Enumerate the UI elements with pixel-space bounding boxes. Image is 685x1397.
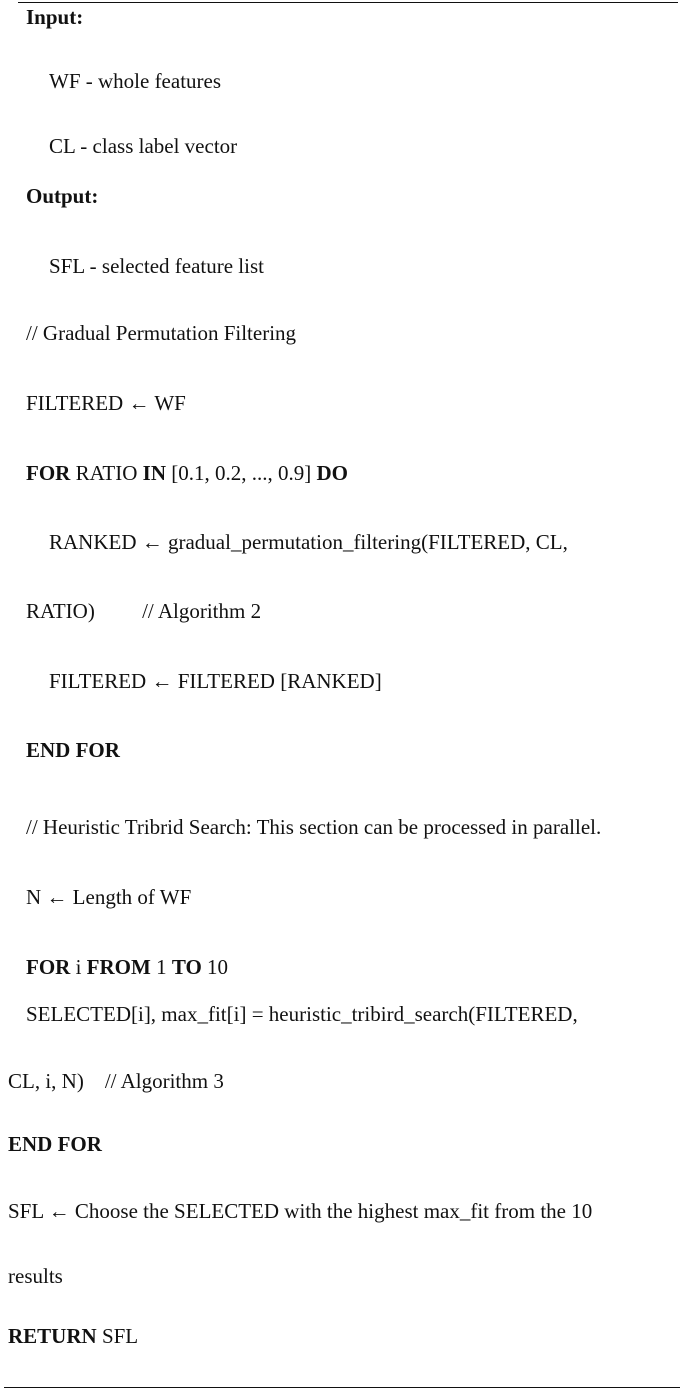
init-filtered: FILTERED ← WF: [26, 391, 186, 415]
return-value: SFL: [96, 1324, 139, 1348]
for-i-loop: [26, 957, 228, 978]
output-header: Output:: [26, 184, 99, 208]
for-ratio-loop: [26, 463, 348, 484]
selected-line-2: CL, i, N) // Algorithm 3: [8, 1069, 224, 1093]
loop-start: 1: [150, 955, 172, 979]
keyword-to: TO: [171, 955, 202, 979]
input-header: Input:: [26, 5, 84, 29]
comment-gradual-permutation: // Gradual Permutation Filtering: [26, 321, 297, 345]
input-wf: WF - whole features: [49, 69, 222, 93]
input-cl: CL - class label vector: [49, 134, 238, 158]
sfl-line-2: results: [8, 1264, 63, 1288]
ranked-line-1: RANKED ← gradual_permutation_filtering(FILTERED, CL,: [49, 530, 568, 554]
keyword-for: FOR: [26, 955, 71, 979]
output-sfl: SFL - selected feature list: [49, 254, 264, 278]
keyword-in: IN: [142, 461, 167, 485]
selected-line-1: SELECTED[i], max_fit[i] = heuristic_tribird_search(FILTERED,: [26, 1002, 578, 1026]
end-for-2: END FOR: [8, 1132, 102, 1156]
comment-heuristic-tribrid: // Heuristic Tribrid Search: This section can be processed in parallel.: [26, 815, 602, 839]
loop-variable: i: [70, 955, 87, 979]
return-line: [8, 1326, 138, 1347]
loop-variable: RATIO: [70, 461, 143, 485]
keyword-do: DO: [316, 461, 349, 485]
loop-range: [0.1, 0.2, ..., 0.9]: [166, 461, 317, 485]
ranked-line-2: RATIO) // Algorithm 2: [26, 599, 262, 623]
keyword-return: RETURN: [8, 1324, 97, 1348]
keyword-for: FOR: [26, 461, 71, 485]
keyword-from: FROM: [86, 955, 151, 979]
bottom-rule: [4, 1387, 680, 1388]
top-rule: [18, 2, 678, 3]
sfl-line-1: SFL ← Choose the SELECTED with the highest max_fit from the 10: [8, 1199, 593, 1223]
filtered-update: FILTERED ← FILTERED [RANKED]: [49, 669, 382, 693]
n-assign: N ← Length of WF: [26, 885, 192, 909]
loop-end: 10: [201, 955, 229, 979]
end-for-1: END FOR: [26, 738, 120, 762]
